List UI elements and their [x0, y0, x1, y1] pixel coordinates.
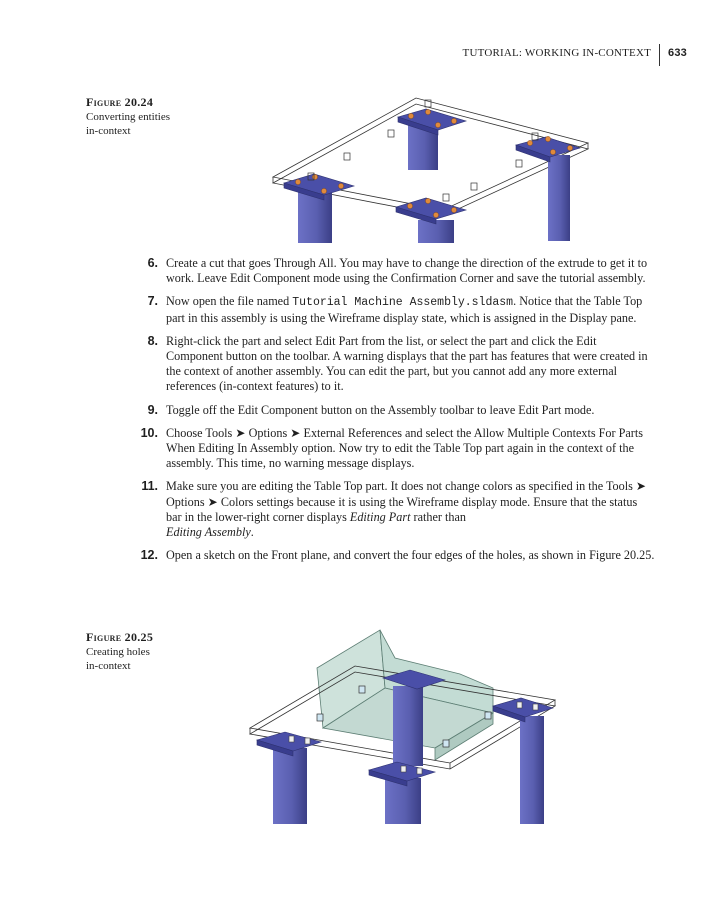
step-item	[130, 403, 655, 418]
step-text: Toggle off the Edit Component button on the Assembly toolbar to leave Edit Part mode.	[166, 402, 595, 417]
page-number: 633	[668, 47, 687, 59]
step-item	[130, 294, 655, 325]
step-item	[130, 479, 655, 540]
step-text: Now open the file named	[166, 294, 293, 309]
step-number: 6.	[147, 256, 158, 270]
step-text: rather than	[410, 509, 466, 524]
step-text: Create a cut that goes Through All. You may have to change the direction of the extrude to get it to work. Leave Edit Component mode using the Confirmation Corner and save the tutorial assembly.	[166, 256, 648, 286]
file-name-code: Tutorial Machine Assembly.sldasm	[292, 296, 514, 310]
figure-24-caption-line1: Converting entities	[86, 111, 171, 123]
running-head-title: TUTORIAL: WORKING IN-CONTEXT	[462, 47, 652, 59]
step-number: 7.	[147, 294, 158, 309]
step-number: 11.	[141, 479, 158, 494]
running-head	[463, 40, 687, 66]
step-item	[130, 256, 655, 286]
status-editing-assembly: Editing Assembly	[166, 525, 251, 540]
step-text: . Notice that the Table Top part in this assembly is using the Wireframe display state, which is assigned in the Display pane.	[166, 294, 643, 325]
figure-25-caption	[86, 630, 153, 673]
figure-24-caption-line2: in-context	[86, 125, 131, 137]
step-item	[130, 548, 655, 563]
step-text: Make sure you are editing the Table Top part. It does not change colors as specified in the Tools ➤ Options ➤ Colors settings because it is using the Wireframe display mode. Ensure that the status bar in the lower-right corner displays	[166, 479, 647, 524]
figure-25-caption-line2: in-context	[86, 660, 131, 672]
step-number: 10.	[140, 425, 158, 440]
step-item	[130, 426, 655, 472]
figure-24-label: Figure 20.24	[86, 95, 154, 109]
step-number: 12.	[140, 548, 158, 563]
step-item	[130, 334, 655, 395]
step-text: .	[250, 525, 254, 540]
figure-24-caption	[86, 95, 170, 138]
step-text: Choose Tools ➤ Options ➤ External References and select the Allow Multiple Contexts For Parts When Editing In Assembly option. Now try to edit the Table Top part again in the context of the assembly. This time, no warning message displays.	[166, 425, 643, 471]
status-editing-part: Editing Part	[349, 509, 411, 524]
step-text: Open a sketch on the Front plane, and convert the four edges of the holes, as shown in Figure 20.25.	[166, 548, 655, 563]
step-number: 8.	[147, 333, 158, 348]
step-number: 9.	[147, 402, 158, 417]
figure-25-label: Figure 20.25	[86, 630, 154, 644]
step-list	[130, 256, 655, 571]
figure-25-illustration	[245, 628, 565, 824]
step-text: Right-click the part and select Edit Part from the list, or select the part and click the Edit Component button on the toolbar. A warning displays that the part has features that were created in the context of another assembly. You can edit the part, but you cannot add any more external references (in-context features) to it.	[166, 333, 648, 394]
figure-25-caption-line1: Creating holes	[86, 646, 150, 658]
figure-24-illustration	[268, 95, 598, 243]
